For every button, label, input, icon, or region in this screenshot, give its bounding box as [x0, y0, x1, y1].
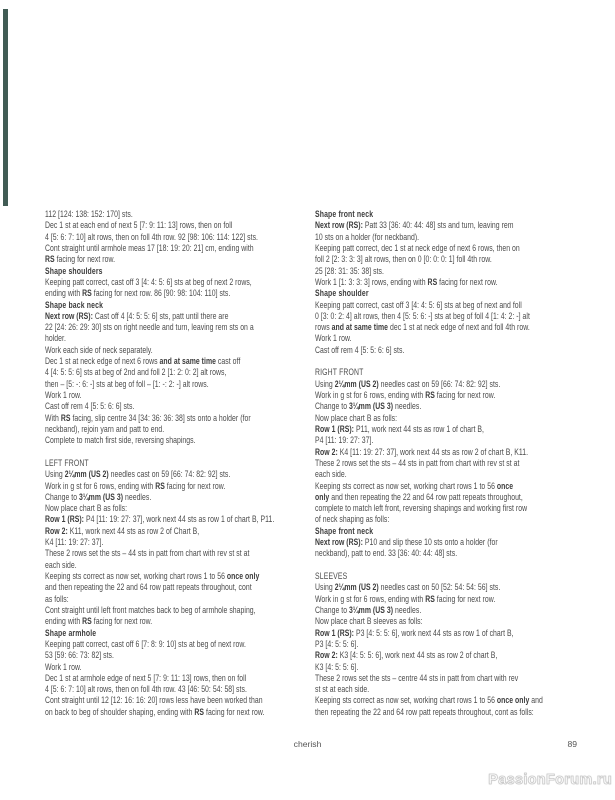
- text-line: [315, 333, 596, 344]
- text-segment: Keeping sts correct as now set, working chart rows 1 to 56: [315, 695, 497, 706]
- text-line: [315, 481, 596, 492]
- left-text-column: [45, 209, 326, 718]
- text-segment: Dec 1 st at each end of next 5 [7: 9: 11: 13] rows, then on foll: [45, 220, 233, 231]
- text-segment: Shape shoulder: [315, 288, 369, 299]
- text-line: [45, 514, 326, 525]
- text-line: [315, 469, 596, 480]
- text-segment: neckband), patt to end. 33 [36: 40: 44: 48] sts.: [315, 548, 458, 559]
- text-segment: rows: [315, 322, 332, 333]
- section-heading: [45, 266, 326, 277]
- text-segment: 2¼mm (US 2): [64, 469, 109, 480]
- text-segment: These 2 rows set the sts – 44 sts in patt from chart with rev st st at: [45, 548, 250, 559]
- text-segment: facing for next row. 86 [90: 98: 104: 110] sts.: [91, 288, 231, 299]
- text-segment: needles.: [123, 491, 152, 502]
- text-line: [315, 628, 596, 639]
- text-segment: 3¼mm (US 3): [349, 401, 394, 412]
- text-segment: 22 [24: 26: 29: 30] sts on right needle and turn, leaving rem sts on a: [45, 322, 254, 333]
- text-segment: P10 and slip these 10 sts onto a holder (for: [362, 537, 498, 548]
- text-segment: Cast off rem 4 [5: 5: 6: 6] sts.: [315, 344, 405, 355]
- text-segment: RS: [82, 288, 92, 299]
- text-line: [315, 594, 596, 605]
- text-line: [315, 707, 596, 718]
- text-line: [45, 526, 326, 537]
- text-segment: Cont straight until left front matches back to beg of armhole shaping,: [45, 604, 256, 615]
- site-watermark: PassionForum.ru: [488, 772, 612, 788]
- text-line: [45, 605, 326, 616]
- text-segment: needles cast on 50 [52: 54: 54: 56] sts.: [378, 582, 501, 593]
- section-heading: [45, 628, 326, 639]
- blank-line: [315, 560, 596, 571]
- text-segment: Cont straight until armhole meas 17 [18: 19: 20: 21] cm, ending with: [45, 242, 254, 253]
- text-segment: 10 sts on a holder (for neckband).: [315, 231, 420, 242]
- text-segment: K4 [11: 19: 27: 37].: [45, 537, 104, 548]
- text-segment: RS: [60, 412, 71, 423]
- text-line: [45, 492, 326, 503]
- text-line: [315, 582, 596, 593]
- text-segment: RIGHT FRONT: [315, 367, 364, 378]
- text-segment: Cast off rem 4 [5: 5: 6: 6] sts.: [45, 401, 135, 412]
- text-line: [45, 684, 326, 695]
- text-line: [45, 345, 326, 356]
- text-segment: Work 1 [1: 3: 3: 3] rows, ending with: [315, 276, 428, 287]
- text-segment: Next row (RS):: [315, 537, 363, 548]
- text-line: [315, 639, 596, 650]
- text-line: [315, 695, 596, 706]
- text-segment: as folls:: [45, 593, 69, 604]
- text-segment: ending with: [45, 616, 83, 627]
- text-segment: Shape front neck: [315, 209, 374, 219]
- text-line: [45, 367, 326, 378]
- text-segment: Change to: [315, 401, 350, 412]
- text-line: [45, 277, 326, 288]
- text-segment: and at same time: [331, 322, 389, 333]
- text-segment: LEFT FRONT: [45, 457, 89, 468]
- text-line: [45, 673, 326, 684]
- text-segment: Work in g st for 6 rows, ending with: [315, 593, 426, 604]
- text-segment: Keeping patt correct, dec 1 st at neck edge of next 6 rows, then on: [315, 242, 520, 253]
- text-segment: needles.: [393, 401, 422, 412]
- text-segment: P4 [11: 19: 27: 37], work next 44 sts as row 1 of chart B, P11.: [84, 514, 275, 525]
- text-segment: RS: [194, 706, 205, 717]
- text-segment: Work 1 row.: [45, 390, 82, 400]
- text-line: [45, 322, 326, 333]
- text-segment: Using: [45, 469, 65, 480]
- blank-line: [315, 356, 596, 367]
- section-heading: [45, 300, 326, 311]
- text-line: [315, 311, 596, 322]
- text-segment: 112 [124: 138: 152: 170] sts.: [45, 209, 133, 219]
- text-segment: facing, slip centre 34 [34: 36: 36: 38] sts onto a holder (for: [70, 412, 251, 423]
- text-segment: RS: [425, 593, 435, 604]
- text-line: [315, 322, 596, 333]
- text-line: [315, 345, 596, 356]
- text-line: [315, 379, 596, 390]
- text-line: [45, 537, 326, 548]
- text-segment: Cont straight until 12 [12: 16: 16: 20] rows less have been worked than: [45, 695, 263, 706]
- text-line: [45, 390, 326, 401]
- text-line: [315, 300, 596, 311]
- text-segment: K11, work next 44 sts as row 2 of Chart B,: [67, 525, 200, 536]
- text-line: [315, 673, 596, 684]
- text-segment: on back to beg of shoulder shaping, ending with: [45, 706, 195, 717]
- text-line: [315, 503, 596, 514]
- text-segment: facing for next row.: [437, 276, 498, 287]
- text-segment: Keeping patt correct, cast off 3 [4: 4: 5: 6] sts at beg of next and foll: [315, 299, 522, 310]
- page-edge-scan-mark: [3, 9, 8, 206]
- text-segment: of neck shaping as folls:: [315, 514, 390, 525]
- text-line: [45, 503, 326, 514]
- text-segment: 4 [5: 6: 7: 10] alt rows, then on foll 4th row. 92 [98: 106: 114: 122] sts.: [45, 231, 258, 242]
- text-segment: Next row (RS):: [45, 310, 93, 321]
- section-heading: [315, 288, 596, 299]
- text-line: [315, 401, 596, 412]
- text-line: [45, 695, 326, 706]
- blank-line: [45, 447, 326, 458]
- text-line: [315, 514, 596, 525]
- text-segment: 4 [5: 6: 7: 10] alt rows, then on foll 4th row. 43 [46: 50: 54: 58] sts.: [45, 684, 247, 695]
- section-heading: [315, 367, 596, 378]
- text-segment: and then repeating the 22 and 64 row patt repeats throughout, cont: [45, 582, 252, 593]
- text-segment: and at same time: [159, 356, 216, 367]
- text-segment: only: [315, 491, 330, 502]
- text-line: [315, 220, 596, 231]
- text-segment: holder.: [45, 333, 66, 344]
- text-segment: RS: [82, 616, 92, 627]
- text-line: [315, 424, 596, 435]
- section-heading: [315, 526, 596, 537]
- text-segment: Now place chart B sleeves as folls:: [315, 616, 423, 627]
- text-line: [45, 469, 326, 480]
- text-segment: then repeating the 22 and 64 row patt repeats throughout, cont as folls:: [315, 706, 534, 717]
- text-line: [45, 571, 326, 582]
- text-segment: Row 1 (RS):: [315, 423, 355, 434]
- text-segment: needles.: [393, 604, 422, 615]
- text-segment: facing for next row.: [434, 593, 496, 604]
- text-segment: Dec 1 st at armhole edge of next 5 [7: 9: 11: 13] rows, then on foll: [45, 672, 247, 683]
- section-heading: [45, 458, 326, 469]
- text-segment: Keeping patt correct, cast off 3 [4: 4: 5: 6] sts at beg of next 2 rows,: [45, 276, 252, 287]
- text-segment: st st at each side.: [315, 684, 370, 695]
- text-segment: RS: [427, 276, 438, 287]
- text-segment: Shape front neck: [315, 525, 374, 536]
- text-segment: Change to: [315, 604, 350, 615]
- text-segment: facing for next row.: [54, 254, 116, 265]
- text-segment: Change to: [45, 491, 80, 502]
- text-segment: Using: [315, 378, 335, 389]
- text-line: [45, 481, 326, 492]
- text-line: [315, 548, 596, 559]
- text-segment: Patt 33 [36: 40: 44: 48] sts and turn, leaving rem: [362, 220, 514, 231]
- text-segment: Row 1 (RS):: [315, 627, 355, 638]
- text-segment: complete to match left front, reversing shapings and working first row: [315, 503, 528, 514]
- text-segment: With: [45, 412, 61, 423]
- text-segment: RS: [425, 390, 435, 400]
- text-segment: dec 1 st at neck edge of next and foll 4th row.: [388, 322, 530, 333]
- text-segment: Shape shoulders: [45, 265, 103, 276]
- text-segment: and: [529, 695, 543, 706]
- text-line: [315, 650, 596, 661]
- text-segment: Now place chart B as folls:: [315, 412, 398, 423]
- text-segment: RS: [155, 480, 165, 491]
- text-segment: facing for next row.: [204, 706, 265, 717]
- section-heading: [315, 209, 596, 220]
- text-segment: Row 2:: [315, 446, 338, 457]
- text-segment: Work 1 row.: [45, 661, 82, 672]
- text-segment: Work 1 row.: [315, 333, 352, 344]
- text-segment: Now place chart B as folls:: [45, 503, 128, 514]
- text-line: [45, 254, 326, 265]
- text-segment: facing for next row.: [164, 480, 226, 491]
- text-segment: Row 1 (RS):: [45, 514, 85, 525]
- text-line: [315, 616, 596, 627]
- text-segment: K3 [4: 5: 5: 6], work next 44 sts as row 2 of chart B,: [337, 650, 498, 661]
- text-segment: 3¼mm (US 3): [349, 604, 394, 615]
- text-line: [315, 605, 596, 616]
- text-line: [315, 447, 596, 458]
- text-line: [45, 220, 326, 231]
- text-line: [45, 311, 326, 322]
- text-segment: 4 [4: 5: 5: 6] sts at beg of 2nd and foll 2 [1: 2: 0: 2] alt rows,: [45, 367, 227, 378]
- text-segment: once: [496, 480, 514, 491]
- text-segment: each side.: [315, 469, 347, 480]
- text-segment: foll 2 [2: 3: 3: 3] alt rows, then on 0 [0: 0: 0: 1] foll 4th row.: [315, 254, 492, 265]
- text-line: [315, 254, 596, 265]
- text-line: [45, 356, 326, 367]
- text-segment: Next row (RS):: [315, 220, 363, 231]
- text-segment: K4 [11: 19: 27: 37], work next 44 sts as row 2 of chart B, K11.: [337, 446, 529, 457]
- text-line: [45, 548, 326, 559]
- text-line: [315, 232, 596, 243]
- text-line: [45, 639, 326, 650]
- text-segment: Work each side of neck separately.: [45, 344, 153, 355]
- text-segment: Keeping sts correct as now set, working chart rows 1 to 56: [315, 480, 497, 491]
- text-segment: These 2 rows set the sts – centre 44 sts in patt from chart with rev: [315, 672, 519, 683]
- text-segment: and then repeating the 22 and 64 row patt repeats throughout,: [329, 491, 523, 502]
- text-segment: once only: [496, 695, 530, 706]
- text-segment: 2¼mm (US 2): [334, 582, 379, 593]
- text-segment: neckband), rejoin yarn and patt to end.: [45, 423, 165, 434]
- text-segment: needles cast on 59 [66: 74: 82: 92] sts.: [378, 378, 501, 389]
- text-segment: Dec 1 st at neck edge of next 6 rows: [45, 356, 160, 367]
- text-line: [45, 594, 326, 605]
- text-line: [45, 401, 326, 412]
- text-segment: These 2 rows set the sts – 44 sts in patt from chart with rev st st at: [315, 457, 520, 468]
- text-line: [45, 616, 326, 627]
- text-line: [45, 662, 326, 673]
- text-segment: P4 [11: 19: 27: 37].: [315, 435, 374, 446]
- text-segment: 3¼mm (US 3): [79, 491, 124, 502]
- text-segment: P3 [4: 5: 5: 6].: [315, 638, 359, 649]
- text-segment: cast off: [215, 356, 241, 367]
- text-segment: Using: [315, 582, 335, 593]
- text-segment: facing for next row.: [434, 390, 496, 400]
- text-segment: 53 [59: 66: 73: 82] sts.: [45, 650, 114, 661]
- right-text-column: [315, 209, 596, 718]
- text-line: [315, 492, 596, 503]
- text-line: [45, 424, 326, 435]
- text-segment: 25 [28: 31: 35: 38] sts.: [315, 265, 384, 276]
- text-segment: Complete to match first side, reversing shapings.: [45, 435, 196, 446]
- text-line: [315, 684, 596, 695]
- text-segment: SLEEVES: [315, 571, 348, 581]
- text-segment: Shape armhole: [45, 627, 97, 638]
- text-line: [315, 266, 596, 277]
- text-segment: Cast off 4 [4: 5: 5: 6] sts, patt until there are: [92, 310, 229, 321]
- text-segment: RS: [45, 254, 55, 265]
- text-segment: Row 2:: [45, 525, 68, 536]
- text-segment: ending with: [45, 288, 83, 299]
- text-segment: Work in g st for 6 rows, ending with: [45, 480, 156, 491]
- text-line: [315, 390, 596, 401]
- text-segment: Keeping sts correct as now set, working chart rows 1 to 56: [45, 571, 227, 581]
- text-line: [45, 333, 326, 344]
- text-line: [45, 243, 326, 254]
- text-segment: then – [5: -: 6: -] sts at beg of foll – [1: -: 2: -] alt rows.: [45, 378, 209, 389]
- text-segment: Work in g st for 6 rows, ending with: [315, 390, 426, 400]
- text-line: [315, 662, 596, 673]
- text-segment: Shape back neck: [45, 299, 104, 310]
- text-line: [45, 379, 326, 390]
- text-line: [45, 232, 326, 243]
- text-segment: 2¼mm (US 2): [334, 378, 379, 389]
- text-segment: Row 2:: [315, 650, 338, 661]
- footer-pattern-title: cherish: [293, 739, 322, 749]
- text-line: [45, 209, 326, 220]
- text-line: [45, 707, 326, 718]
- text-segment: Keeping patt correct, cast off 6 [7: 8: 9: 10] sts at beg of next row.: [45, 638, 246, 649]
- text-segment: once only: [226, 571, 260, 581]
- text-line: [315, 413, 596, 424]
- text-line: [45, 435, 326, 446]
- text-line: [315, 243, 596, 254]
- text-line: [315, 277, 596, 288]
- text-segment: each side.: [45, 559, 77, 570]
- text-line: [45, 650, 326, 661]
- text-segment: P11, work next 44 sts as row 1 of chart B,: [354, 423, 484, 434]
- text-segment: K3 [4: 5: 5: 6].: [315, 661, 359, 672]
- text-segment: facing for next row.: [91, 616, 153, 627]
- text-line: [45, 582, 326, 593]
- text-segment: P3 [4: 5: 5: 6], work next 44 sts as row 1 of chart B,: [354, 627, 514, 638]
- section-heading: [315, 571, 596, 582]
- text-line: [315, 435, 596, 446]
- text-line: [45, 560, 326, 571]
- text-line: [315, 458, 596, 469]
- text-segment: needles cast on 59 [66: 74: 82: 92] sts.: [108, 469, 231, 480]
- footer-page-number: 89: [567, 739, 577, 749]
- text-segment: 0 [3: 0: 2: 4] alt rows, then 4 [5: 5: 6: -] sts at beg of foll 4 [1: 4: 2: -] alt: [315, 310, 530, 321]
- text-line: [45, 288, 326, 299]
- text-line: [315, 537, 596, 548]
- text-line: [45, 413, 326, 424]
